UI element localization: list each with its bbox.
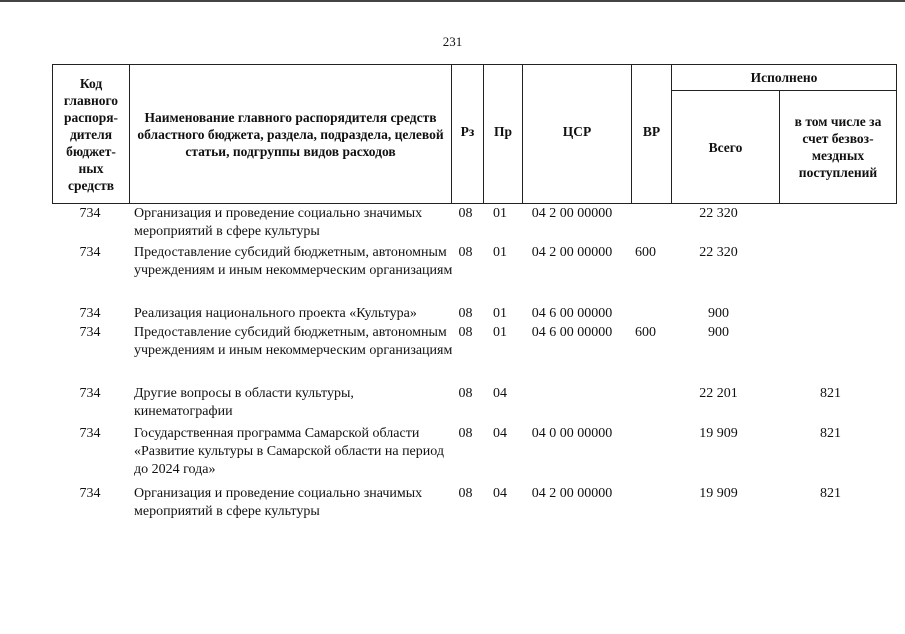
cell-rz: 08	[458, 386, 473, 401]
cell-rz: 08	[458, 306, 473, 321]
header-total: Всего	[672, 91, 780, 204]
page-number: 231	[442, 34, 463, 49]
cell-name: Организация и проведение социально значимых мероприятий в сфере культуры	[134, 206, 423, 239]
cell-code: 734	[79, 206, 101, 221]
cell-name: Государственная программа Самарской области «Развитие культуры в Самарской области на период до 2024 года»	[134, 426, 444, 477]
header-csr: ЦСР	[523, 65, 632, 204]
cell-pr: 04	[493, 386, 507, 401]
cell-pr: 04	[493, 426, 507, 441]
cell-code: 734	[79, 386, 101, 401]
cell-gratuitous: 821	[820, 486, 841, 501]
header-name: Наименование главного распорядителя средств областного бюджета, раздела, подраздела, целевой статьи, подгруппы видов расходов	[130, 65, 452, 204]
cell-csr: 04 2 00 00000	[531, 245, 613, 260]
cell-total: 22 201	[699, 386, 738, 401]
cell-total: 900	[708, 306, 729, 321]
cell-rz: 08	[458, 486, 473, 501]
cell-name: Предоставление субсидий бюджетным, автономным учреждениям и иным некоммерческим организациям	[134, 245, 453, 278]
cell-total: 22 320	[699, 245, 738, 260]
cell-rz: 08	[458, 426, 473, 441]
cell-code: 734	[79, 306, 101, 321]
cell-pr: 01	[493, 325, 507, 340]
cell-csr: 04 2 00 00000	[531, 206, 613, 221]
cell-pr: 01	[493, 206, 507, 221]
cell-csr: 04 2 00 00000	[531, 486, 613, 501]
table-header	[52, 64, 897, 204]
cell-vr: 600	[635, 325, 656, 340]
cell-code: 734	[79, 325, 101, 340]
cell-rz: 08	[458, 325, 473, 340]
cell-name: Организация и проведение социально значимых мероприятий в сфере культуры	[134, 486, 423, 519]
header-vr: ВР	[632, 65, 672, 204]
cell-csr: 04 0 00 00000	[531, 426, 613, 441]
header-gratuitous: в том числе за счет безвоз-мездных поступлений	[780, 91, 897, 204]
cell-code: 734	[79, 486, 101, 501]
cell-pr: 04	[493, 486, 507, 501]
top-border	[0, 0, 905, 2]
cell-total: 19 909	[699, 486, 738, 501]
header-code: Код главного распоря-дителя бюджет-ных средств	[53, 65, 130, 204]
cell-rz: 08	[458, 245, 473, 260]
cell-code: 734	[79, 426, 101, 441]
cell-total: 19 909	[699, 426, 738, 441]
cell-name: Реализация национального проекта «Культура»	[134, 306, 417, 321]
cell-pr: 01	[493, 306, 507, 321]
cell-pr: 01	[493, 245, 507, 260]
cell-name: Предоставление субсидий бюджетным, автономным учреждениям и иным некоммерческим организациям	[134, 325, 453, 358]
cell-code: 734	[79, 245, 101, 260]
header-executed: Исполнено	[672, 65, 897, 91]
cell-total: 22 320	[699, 206, 738, 221]
header-rz: Рз	[452, 65, 484, 204]
cell-gratuitous: 821	[820, 426, 841, 441]
cell-csr: 04 6 00 00000	[531, 325, 613, 340]
cell-gratuitous: 821	[820, 386, 841, 401]
cell-csr: 04 6 00 00000	[531, 306, 613, 321]
header-pr: Пр	[484, 65, 523, 204]
cell-vr: 600	[635, 245, 656, 260]
cell-rz: 08	[458, 206, 473, 221]
cell-total: 900	[708, 325, 729, 340]
cell-name: Другие вопросы в области культуры, кинематографии	[134, 386, 354, 419]
